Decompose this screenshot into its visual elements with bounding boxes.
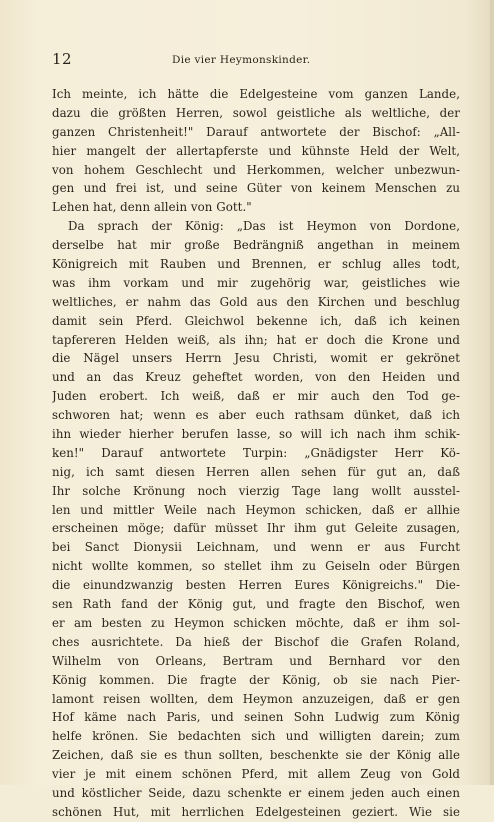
text-line: schönen Hut, mit herrlichen Edelgesteinen geziert. Wie sie bbox=[52, 804, 460, 819]
text-line: ken!" Darauf antwortete Turpin: „Gnädigster Herr Kö- bbox=[52, 445, 460, 460]
text-line: König kommen. Die fragte der König, ob sie nach Pier- bbox=[52, 672, 460, 687]
text-line: schworen hat; wenn es aber euch rathsam dünket, daß ich bbox=[52, 408, 460, 423]
text-line: und köstlicher Seide, dazu schenkte er einem jeden auch einen bbox=[52, 785, 460, 800]
text-line: lamont reisen wollten, dem Heymon anzuzeigen, daß er gen bbox=[52, 691, 460, 706]
page-header bbox=[52, 49, 452, 71]
text-line: ihn wieder hierher berufen lasse, so will ich nach ihm schik- bbox=[52, 427, 460, 442]
text-line: vier je mit einem schönen Pferd, mit allem Zeug von Gold bbox=[52, 767, 460, 782]
text-line: dazu die größten Herren, sowol geistliche als weltliche, der bbox=[52, 105, 460, 120]
text-line: derselbe hat mir große Bedrängniß angethan in meinem bbox=[52, 238, 460, 253]
text-line: Ich meinte, ich hätte die Edelgesteine vom ganzen Lande, bbox=[52, 87, 460, 101]
text-line: ches ausrichtete. Da hieß der Bischof die Grafen Roland, bbox=[52, 634, 460, 649]
text-line: er am besten zu Heymon schicken möchte, daß er ihm sol- bbox=[52, 615, 460, 630]
text-line: erscheinen möge; dafür müsset Ihr ihm gut Geleite zusagen, bbox=[52, 521, 460, 536]
text-line: bei Sanct Dionysii Leichnam, und wenn er aus Furcht bbox=[52, 540, 460, 555]
text-line: die einundzwanzig besten Herren Eures Königreichs." Die- bbox=[52, 578, 460, 593]
text-line: tapfereren Helden weiß, als ihn; hat er doch die Krone und bbox=[52, 332, 460, 347]
text-line: helfe krönen. Sie bedachten sich und willigten darein; zum bbox=[52, 729, 460, 744]
text-line: ganzen Christenheit!" Darauf antwortete der Bischof: „All- bbox=[52, 124, 460, 139]
text-line: sen Rath fand der König gut, und fragte den Bischof, wen bbox=[52, 597, 460, 612]
text-line: die Nägel unsers Herrn Jesu Christi, womit er gekrönet bbox=[52, 351, 460, 366]
text-line: Königreich mit Rauben und Brennen, er schlug alles todt, bbox=[52, 257, 460, 272]
text-line: Hof käme nach Paris, und seinen Sohn Ludwig zum König bbox=[52, 710, 460, 725]
page-number: 12 bbox=[52, 50, 73, 68]
text-line: Juden erobert. Ich weiß, daß er mir auch den Tod ge- bbox=[52, 389, 460, 404]
text-line: Zeichen, daß sie es thun sollten, beschenkte sie der König alle bbox=[52, 748, 460, 763]
running-title: Die vier Heymonskinder. bbox=[172, 54, 311, 66]
page-edge bbox=[490, 0, 494, 785]
text-line: hier mangelt der allertapferste und kühnste Held der Welt, bbox=[52, 143, 460, 158]
text-line: was ihm vorkam und mir zugehörig war, geistliches wie bbox=[52, 275, 460, 290]
body-text bbox=[52, 85, 460, 822]
paragraph-start-line: Da sprach der König: „Das ist Heymon von Dordone, bbox=[68, 219, 460, 234]
text-line: nig, ich samt diesen Herren allen sehen für gut an, daß bbox=[52, 464, 460, 479]
text-line: gen und frei ist, und seine Güter von keinem Menschen zu bbox=[52, 181, 460, 196]
text-line: Lehen hat, denn allein von Gott." bbox=[52, 200, 252, 215]
text-line: von hohem Geschlecht und Herkommen, welcher unbezwun- bbox=[52, 162, 460, 177]
text-line: len und mittler Weile nach Heymon schicken, daß er allhie bbox=[52, 502, 460, 517]
text-line: Ihr solche Krönung noch vierzig Tage lang wollt ausstel- bbox=[52, 483, 460, 498]
text-line: und an das Kreuz geheftet worden, von den Heiden und bbox=[52, 370, 460, 385]
text-line: Wilhelm von Orleans, Bertram und Bernhard vor den bbox=[52, 653, 460, 668]
text-line: nicht wollte kommen, so stellet ihm zu Geiseln oder Bürgen bbox=[52, 559, 460, 574]
text-line: damit sein Pferd. Gleichwol bekenne ich, daß ich keinen bbox=[52, 313, 460, 328]
text-line: weltliches, er nahm das Gold aus den Kirchen und beschlug bbox=[52, 294, 460, 309]
